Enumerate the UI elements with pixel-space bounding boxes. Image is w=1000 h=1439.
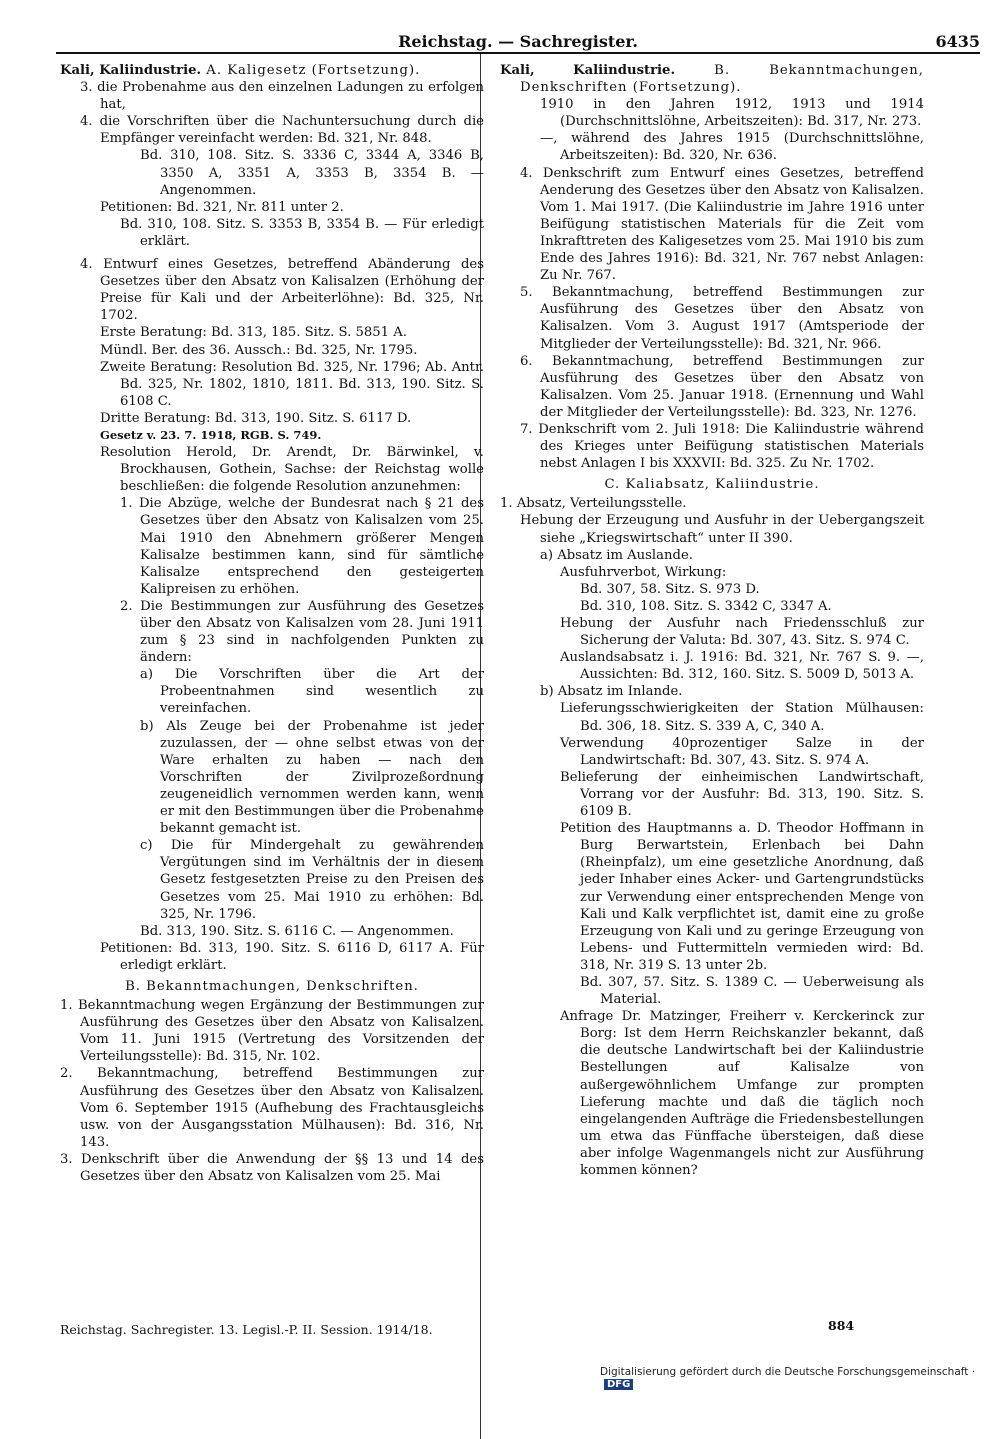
left-heading: Kali, Kaliindustrie. A. Kaligesetz (Fortsetzung). (60, 63, 421, 78)
entry-line: Bd. 310, 108. Sitz. S. 3336 C, 3344 A, 3346 B, 3350 A, 3351 A, 3353 B, 3354 B. — Angenommen. (140, 148, 484, 198)
entry-line: 5. Bekanntmachung, betreffend Bestimmungen zur Ausführung des Gesetzes über den Absatz von Kalisalzen. Vom 3. August 1917 (Amtsperiode der Mitglieder der Verteilungsstelle): Bd. 321, Nr. 966. (520, 285, 924, 352)
entry-line: 4. Entwurf eines Gesetzes, betreffend Abänderung des Gesetzes über den Absatz von Kalisalzen (Erhöhung der Preise für Kali und der Arbeiterlöhne): Bd. 325, Nr. 1702. (80, 257, 484, 324)
entry-line: Bd. 310, 108. Sitz. S. 3353 B, 3354 B. — Für erledigt erklärt. (120, 216, 484, 249)
right-entries-c (500, 495, 924, 1179)
entry-line: Bd. 307, 58. Sitz. S. 973 D. (580, 581, 760, 597)
entry-line: Petition des Hauptmanns a. D. Theodor Hoffmann in Burg Berwartstein, Erlenbach bei Dahn (Rheinpfalz), um eine gesetzliche Anordnung, daß jeder Inhaber eines Acker- und Gartengrundstücks zur Verwendung einer entsprechenden Menge von Kali und Kalk verpflichtet ist, damit eine zu große Erzeugung von Kali und zu geringe Erzeugung von Lebens- und Futtermitteln vermieden wird: Bd. 318, Nr. 319 S. 13 unter 2b. (560, 821, 924, 973)
entry-line: Bd. 313, 190. Sitz. S. 6116 C. — Angenommen. (140, 923, 454, 939)
header-title: Reichstag. — Sachregister. (398, 32, 638, 51)
dfg-logo: DFG (604, 1379, 633, 1390)
entry-line: Ausfuhrverbot, Wirkung: (560, 564, 727, 580)
entry-line: Erste Beratung: Bd. 313, 185. Sitz. S. 5851 A. (100, 325, 407, 341)
entry-line: 4. die Vorschriften über die Nachuntersuchung durch die Empfänger vereinfacht werden: Bd. 321, Nr. 848. (80, 114, 484, 147)
entry-line: b) Als Zeuge bei der Probenahme ist jeder zuzulassen, der — ohne selbst etwas von der Ware erhalten zu haben — nach den Vorschriften der Zivilprozeßordnung zeugeneidlich vernommen werden kann, wenn er mit den Bestimmungen über die Probenahme bekannt gemacht ist. (140, 718, 484, 837)
entry-line: 1. Absatz, Verteilungsstelle. (500, 496, 687, 512)
entry-line: a) Absatz im Auslande. (540, 547, 693, 563)
entry-line: 1. Die Abzüge, welche der Bundesrat nach § 21 des Gesetzes über den Absatz von Kalisalzen vom 25. Mai 1910 den Abnehmern größerer Mengen Kalisalze bestimmen kann, sind für sämtliche Kalisalze entsprechend den gesteigerten Kalipreisen zu erhöhen. (120, 496, 484, 597)
entry-line: 2. Die Bestimmungen zur Ausführung des Gesetzes über den Absatz von Kalisalzen vom 28. Juni 1911 zum § 23 sind in nachfolgenden Punkten zu ändern: (120, 598, 484, 666)
entry-line: b) Absatz im Inlande. (540, 684, 683, 700)
right-column (500, 62, 924, 1179)
entry-line: 2. Bekanntmachung, betreffend Bestimmungen zur Ausführung des Gesetzes über den Absatz von Kalisalzen. Vom 6. September 1915 (Aufhebung des Frachtausgleichs usw. von der Ausgangsstation Mülhausen): Bd. 316, Nr. 143. (60, 1066, 484, 1150)
entry-line: Anfrage Dr. Matzinger, Freiherr v. Kerckerinck zur Borg: Ist dem Herrn Reichskanzler bekannt, daß die deutsche Landwirtschaft bei der Kaliindustrie Bestellungen auf Kalisalze von außergewöhnlichem Umfange zur prompten Lieferung machte und daß die täglich noch eingelangenden Aufträge die Friedensbestellungen um etwa das Fünffache übersteigen, daß diese aber infolge Wagenmangels nicht zur Ausführung kommen können? (560, 1009, 924, 1178)
entry-line: Gesetz v. 23. 7. 1918, RGB. S. 749. (100, 427, 322, 442)
page-number: 6435 (935, 32, 980, 51)
entry-line: Auslandsabsatz i. J. 1916: Bd. 321, Nr. 767 S. 9. —, Aussichten: Bd. 312, 160. Sitz. S. 5009 D, 5013 A. (560, 650, 924, 683)
entry-line: 3. Denkschrift über die Anwendung der §§ 13 und 14 des Gesetzes über den Absatz von Kalisalzen vom 25. Mai (60, 1151, 484, 1184)
entry-line: Petitionen: Bd. 321, Nr. 811 unter 2. (100, 199, 344, 215)
entry-line: 6. Bekanntmachung, betreffend Bestimmungen zur Ausführung des Gesetzes über den Absatz von Kalisalzen. Vom 25. Januar 1918. (Ernennung und Wahl der Mitglieder der Verteilungsstelle): Bd. 323, Nr. 1276. (520, 353, 924, 420)
right-heading: Kali, Kaliindustrie. B. Bekanntmachungen, Denkschriften (Fortsetzung). (500, 63, 924, 96)
entry-line: Zweite Beratung: Resolution Bd. 325, Nr. 1796; Ab. Antr. Bd. 325, Nr. 1802, 1810, 1811. Bd. 313, 190. Sitz. S. 6108 C. (100, 359, 484, 409)
entry-line: Mündl. Ber. des 36. Aussch.: Bd. 325, Nr. 1795. (100, 342, 418, 358)
section-c-heading: C. Kaliabsatz, Kaliindustrie. (604, 477, 820, 493)
entry-line: 4. Denkschrift zum Entwurf eines Gesetzes, betreffend Aenderung des Gesetzes über den Absatz von Kalisalzen. Vom 1. Mai 1917. (Die Kaliindustrie im Jahre 1916 unter Beifügung statistischen Materials für die Zeit vom Inkrafttreten des Kaligesetzes vom 25. Mai 1910 bis zum Ende des Jahres 1916): Bd. 321, Nr. 767 nebst Anlagen: Zu Nr. 767. (520, 165, 924, 284)
entry-line: c) Die für Mindergehalt zu gewährenden Vergütungen sind im Verhältnis der in diesem Gesetz festgesetzten Preise zu den Preisen des Gesetzes vom 25. Mai 1910 zu erhöhen: Bd. 325, Nr. 1796. (140, 838, 484, 922)
left-column (60, 62, 484, 1185)
section-b-heading: B. Bekanntmachungen, Denkschriften. (125, 978, 419, 994)
right-entries (500, 96, 924, 472)
entry-line: Lieferungsschwierigkeiten der Station Mülhausen: Bd. 306, 18. Sitz. S. 339 A, C, 340 A. (560, 701, 924, 734)
entry-line: Hebung der Erzeugung und Ausfuhr in der Uebergangszeit siehe „Kriegswirtschaft“ unter II 390. (520, 513, 924, 546)
entry-line: Dritte Beratung: Bd. 313, 190. Sitz. S. 6117 D. (100, 410, 412, 426)
left-entries (60, 79, 484, 974)
entry-line: Petitionen: Bd. 313, 190. Sitz. S. 6116 D, 6117 A. Für erledigt erklärt. (100, 940, 484, 973)
footer-page: 884 (828, 1318, 855, 1333)
left-entries-b (60, 997, 484, 1185)
dfg-credit: Digitalisierung gefördert durch die Deutsche Forschungsgemeinschaft · DFG (600, 1366, 976, 1390)
footer-left: Reichstag. Sachregister. 13. Legisl.-P. II. Session. 1914/18. (60, 1322, 433, 1337)
entry-line: 1. Bekanntmachung wegen Ergänzung der Bestimmungen zur Ausführung des Gesetzes über den Absatz von Kalisalzen. Vom 11. Juni 1915 (Vertretung des Vorsitzenden der Verteilungsstelle): Bd. 315, Nr. 102. (60, 998, 484, 1065)
header-rule (56, 52, 980, 54)
entry-line: 7. Denkschrift vom 2. Juli 1918: Die Kaliindustrie während des Krieges unter Beifügung statistischen Materials nebst Anlagen I bis XXXVII: Bd. 325. Zu Nr. 1702. (520, 421, 924, 472)
entry-line: a) Die Vorschriften über die Art der Probeentnahmen sind wesentlich zu vereinfachen. (140, 667, 484, 717)
entry-line: Hebung der Ausfuhr nach Friedensschluß zur Sicherung der Valuta: Bd. 307, 43. Sitz. S. 974 C. (560, 616, 924, 649)
entry-line: Verwendung 40prozentiger Salze in der Landwirtschaft: Bd. 307, 43. Sitz. S. 974 A. (560, 735, 924, 768)
entry-line: 1910 in den Jahren 1912, 1913 und 1914 (Durchschnittslöhne, Arbeitszeiten): Bd. 317, Nr. 273. (540, 97, 924, 130)
entry-line: Bd. 310, 108. Sitz. S. 3342 C, 3347 A. (580, 598, 832, 614)
entry-line: Bd. 307, 57. Sitz. S. 1389 C. — Ueberweisung als Material. (580, 974, 924, 1008)
entry-line: Resolution Herold, Dr. Arendt, Dr. Bärwinkel, v. Brockhausen, Gothein, Sachse: der Reichstag wolle beschließen: die folgende Resolution anzunehmen: (100, 445, 484, 495)
entry-line: Belieferung der einheimischen Landwirtschaft, Vorrang vor der Ausfuhr: Bd. 313, 190. Sitz. S. 6109 B. (560, 769, 924, 820)
entry-line: 3. die Probenahme aus den einzelnen Ladungen zu erfolgen hat, (80, 80, 484, 113)
entry-line: —, während des Jahres 1915 (Durchschnittslöhne, Arbeitszeiten): Bd. 320, Nr. 636. (540, 131, 924, 164)
